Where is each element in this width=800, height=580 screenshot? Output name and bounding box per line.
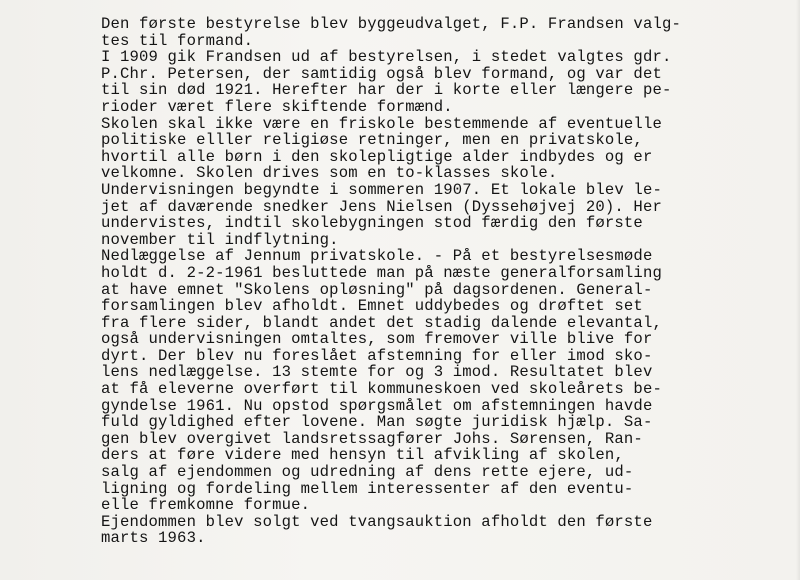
- text-line: salg af ejendommen og udredning af dens rette ejere, ud-: [101, 463, 634, 482]
- text-line: forsamlingen blev afholdt. Emnet uddybedes og drøftet set: [101, 297, 643, 316]
- page-edge-shadow: [796, 0, 800, 580]
- text-line: P.Chr. Petersen, der samtidig også blev formand, og var det: [101, 64, 662, 83]
- text-line: hvortil alle børn i den skolepligtige alder indbydes og er: [101, 147, 653, 166]
- text-line: Ejendommen blev solgt ved tvangsauktion afholdt den første: [101, 512, 653, 531]
- text-line: ligning og fordeling mellem interessenter af den eventu-: [101, 479, 634, 498]
- text-line: også undervisningen omtaltes, som fremover ville blive for: [101, 330, 653, 349]
- document-text: [101, 16, 791, 547]
- text-line: til sin død 1921. Herefter har der i korte eller længere pe-: [101, 81, 672, 100]
- text-line: gyndelse 1961. Nu opstod spørgsmålet om afstemningen havde: [101, 396, 653, 415]
- text-line: Undervisningen begyndte i sommeren 1907. Et lokale blev le-: [101, 180, 662, 199]
- text-line: gen blev overgivet landsretssagfører Johs. Sørensen, Ran-: [101, 429, 643, 448]
- text-line: dyrt. Der blev nu foreslået afstemning for eller imod sko-: [101, 346, 653, 365]
- text-line: tes til formand.: [101, 31, 254, 50]
- text-line: fra flere sider, blandt andet det stadig dalende elevantal,: [101, 313, 662, 332]
- text-line: november til indflytning.: [101, 230, 339, 249]
- text-line: I 1909 gik Frandsen ud af bestyrelsen, i stedet valgtes gdr.: [101, 48, 672, 67]
- text-line: at have emnet "Skolens opløsning" på dagsordenen. General-: [101, 280, 653, 299]
- text-line: Nedlæggelse af Jennum privatskole. - På et bestyrelsesmøde: [101, 247, 653, 266]
- text-line: lens nedlæggelse. 13 stemte for og 3 imod. Resultatet blev: [101, 363, 653, 382]
- text-line: Den første bestyrelse blev byggeudvalget, F.P. Frandsen valg-: [101, 15, 681, 33]
- text-line: elle fremkomne formue.: [101, 496, 311, 515]
- text-line: jet af daværende snedker Jens Nielsen (Dyssehøjvej 20). Her: [101, 197, 662, 216]
- text-line: at få eleverne overført til kommuneskoen ved skoleårets be-: [101, 380, 662, 399]
- text-line: marts 1963.: [101, 529, 206, 548]
- text-line: politiske elller religiøse retninger, men en privatskole,: [101, 131, 643, 150]
- text-line: ders at føre videre med hensyn til afvikling af skolen,: [101, 446, 624, 465]
- text-line: holdt d. 2-2-1961 besluttede man på næste generalforsamling: [101, 263, 662, 282]
- text-line: velkomne. Skolen drives som en to-klasses skole.: [101, 164, 558, 183]
- text-line: Skolen skal ikke være en friskole bestemmende af eventuelle: [101, 114, 662, 133]
- text-line: fuld gyldighed efter lovene. Man søgte juridisk hjælp. Sa-: [101, 413, 653, 432]
- text-line: undervistes, indtil skolebygningen stod færdig den første: [101, 214, 643, 233]
- text-line: rioder været flere skiftende formænd.: [101, 97, 453, 116]
